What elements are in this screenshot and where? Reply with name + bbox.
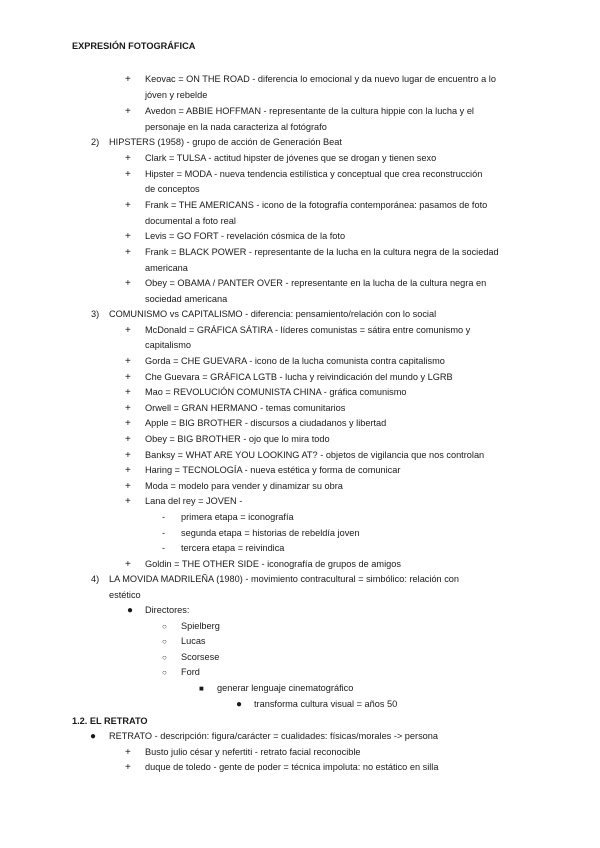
list-item-continuation: americana — [145, 263, 188, 273]
list-item-continuation: documental a foto real — [145, 216, 236, 226]
list-item-continuation: personaje en la nada caracteriza al fotógrafo — [145, 122, 327, 132]
list-item: Hipster = MODA - nueva tendencia estilística y conceptual que crea reconstrucción — [145, 169, 483, 179]
section-heading: COMUNISMO vs CAPITALISMO - diferencia: pensamiento/relación con lo social — [109, 309, 437, 319]
plus-bullet: + — [125, 356, 131, 367]
sub-list-item: tercera etapa = reivindica — [181, 543, 285, 553]
plus-bullet: + — [125, 434, 131, 445]
list-item: Moda = modelo para vender y dinamizar su obra — [145, 481, 343, 491]
list-item: McDonald = GRÁFICA SÁTIRA - líderes comunistas = sátira entre comunismo y — [145, 325, 471, 335]
list-item: RETRATO - descripción: figura/carácter = cualidades: físicas/morales -> persona — [109, 731, 439, 741]
list-item: Clark = TULSA - actitud hipster de jóvenes que se drogan y tienen sexo — [145, 153, 437, 163]
list-item: Apple = BIG BROTHER - discursos a ciudadanos y libertad — [145, 418, 387, 428]
plus-bullet: + — [125, 559, 131, 570]
dash-bullet: - — [162, 543, 166, 553]
sub-list-item: primera etapa = iconografía — [181, 512, 294, 522]
plus-bullet: + — [125, 325, 131, 336]
list-item: duque de toledo - gente de poder = técnica impoluta: no estático en silla — [145, 762, 439, 772]
plus-bullet: + — [125, 74, 131, 85]
plus-bullet: + — [125, 747, 131, 758]
plus-bullet: + — [125, 762, 131, 773]
plus-bullet: + — [125, 106, 131, 117]
section-heading-continuation: estético — [109, 590, 141, 600]
subsection-heading: 1.2. EL RETRATO — [72, 716, 148, 726]
list-item: Busto julio césar y nefertiti - retrato facial reconocible — [145, 747, 361, 757]
filled-bullet: ● — [236, 699, 243, 710]
sub-list-item: Lucas — [181, 636, 206, 646]
list-item: Levis = GO FORT - revelación cósmica de la foto — [145, 231, 346, 241]
plus-bullet: + — [125, 153, 131, 164]
list-item: Mao = REVOLUCIÓN COMUNISTA CHINA - gráfica comunismo — [145, 387, 407, 397]
list-item: Directores: — [145, 605, 190, 615]
circle-bullet: ○ — [162, 653, 167, 662]
sub-list-item: Spielberg — [181, 621, 220, 631]
list-item-continuation: sociedad americana — [145, 294, 228, 304]
list-item-continuation: de conceptos — [145, 184, 200, 194]
section-heading: LA MOVIDA MADRILEÑA (1980) - movimiento contracultural = simbólico: relación con — [109, 574, 460, 584]
deep-list-item: transforma cultura visual = años 50 — [254, 699, 398, 709]
section-number: 2) — [91, 137, 100, 147]
plus-bullet: + — [125, 169, 131, 180]
list-item: Orwell = GRAN HERMANO - temas comunitarios — [145, 403, 346, 413]
filled-bullet: ● — [90, 731, 97, 742]
plus-bullet: + — [125, 247, 131, 258]
section-number: 4) — [91, 574, 100, 584]
plus-bullet: + — [125, 387, 131, 398]
circle-bullet: ○ — [162, 637, 167, 646]
filled-bullet: ● — [127, 605, 134, 616]
sub-list-item: Scorsese — [181, 652, 220, 662]
plus-bullet: + — [125, 418, 131, 429]
list-item: Frank = THE AMERICANS - icono de la fotografía contemporánea: pasamos de foto — [145, 200, 488, 210]
plus-bullet: + — [125, 231, 131, 242]
list-item: Che Guevara = GRÁFICA LGTB - lucha y reivindicación del mundo y LGRB — [145, 372, 453, 382]
list-item-continuation: capitalismo — [145, 340, 191, 350]
list-item-continuation: jóven y rebelde — [145, 90, 208, 100]
list-item: Lana del rey = JOVEN - — [145, 496, 243, 506]
plus-bullet: + — [125, 481, 131, 492]
section-heading: HIPSTERS (1958) - grupo de acción de Generación Beat — [109, 137, 342, 147]
sub-list-item: segunda etapa = historias de rebeldía joven — [181, 528, 360, 538]
plus-bullet: + — [125, 496, 131, 507]
dash-bullet: - — [162, 528, 166, 538]
list-item: Avedon = ABBIE HOFFMAN - representante de la cultura hippie con la lucha y el — [145, 106, 474, 116]
plus-bullet: + — [125, 200, 131, 211]
section-number: 3) — [91, 309, 100, 319]
list-item: Goldin = THE OTHER SIDE - iconografía de grupos de amigos — [145, 559, 401, 569]
list-item: Frank = BLACK POWER - representante de la lucha en la cultura negra de la sociedad — [145, 247, 499, 257]
list-item: Obey = OBAMA / PANTER OVER - representante en la lucha de la cultura negra en — [145, 278, 487, 288]
list-item: Banksy = WHAT ARE YOU LOOKING AT? - objetos de vigilancia que nos controlan — [145, 450, 485, 460]
plus-bullet: + — [125, 450, 131, 461]
dash-bullet: - — [162, 512, 166, 522]
list-item: Haring = TECNOLOGÍA - nueva estética y forma de comunicar — [145, 465, 401, 475]
circle-bullet: ○ — [162, 668, 167, 677]
plus-bullet: + — [125, 372, 131, 383]
plus-bullet: + — [125, 403, 131, 414]
circle-bullet: ○ — [162, 622, 167, 631]
list-item: Keovac = ON THE ROAD - diferencia lo emocional y da nuevo lugar de encuentro a lo — [145, 74, 496, 84]
list-item: Obey = BIG BROTHER - ojo que lo mira todo — [145, 434, 330, 444]
plus-bullet: + — [125, 465, 131, 476]
sub-list-item: Ford — [181, 667, 200, 677]
list-item: Gorda = CHE GUEVARA - icono de la lucha comunista contra capitalismo — [145, 356, 445, 366]
plus-bullet: + — [125, 278, 131, 289]
page-title: EXPRESIÓN FOTOGRÁFICA — [72, 41, 196, 51]
sub-sub-list-item: generar lenguaje cinematográfico — [217, 683, 354, 693]
square-bullet: ■ — [199, 684, 204, 693]
